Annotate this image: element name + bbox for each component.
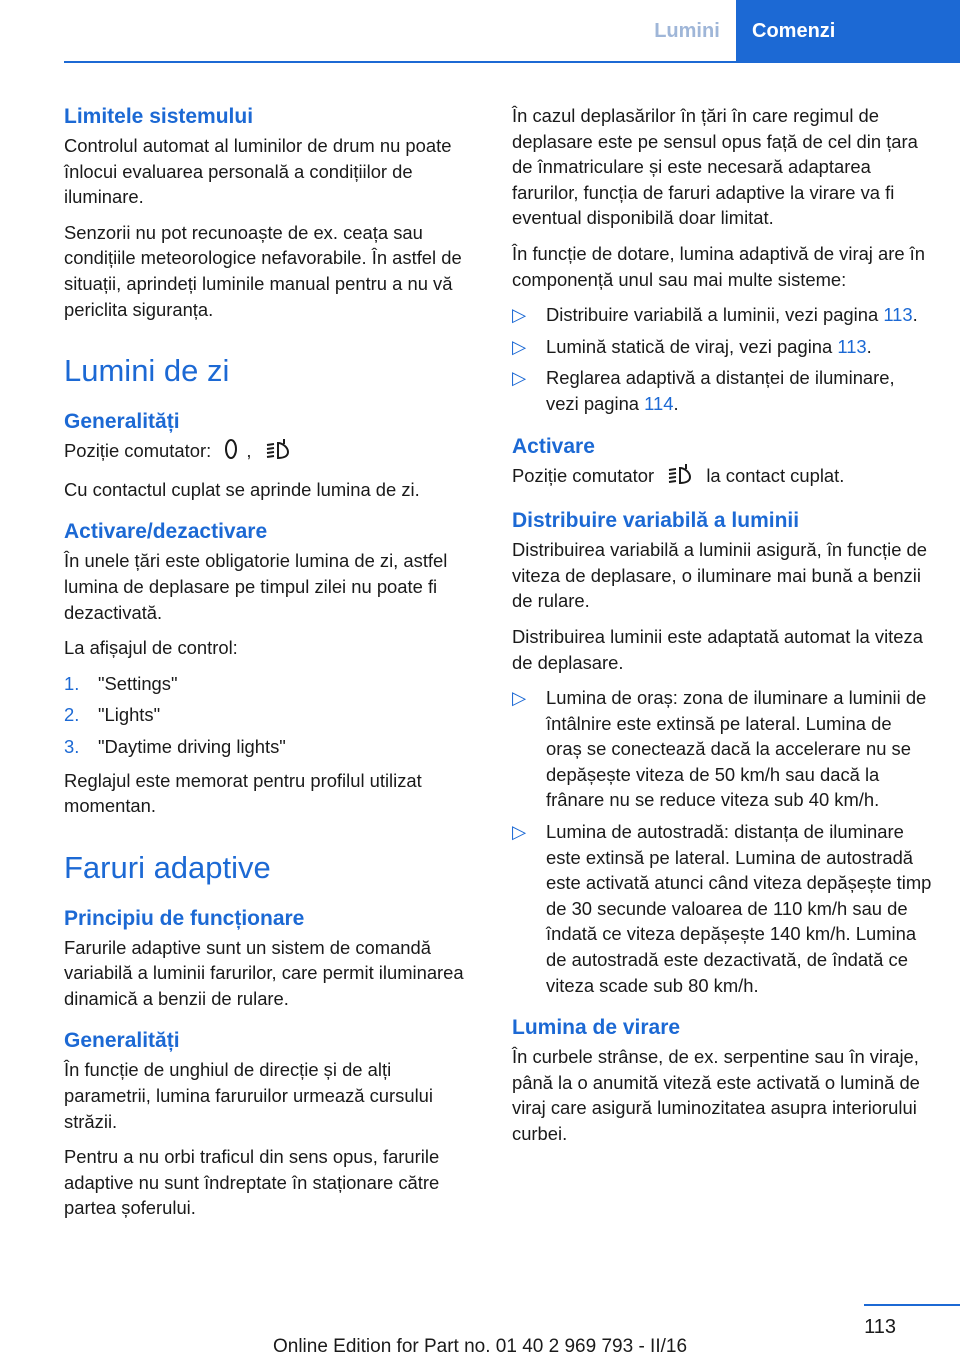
activation-suffix: la contact cuplat. (706, 464, 845, 486)
principle-heading: Principiu de funcționare (64, 906, 305, 930)
switch-separator: , (246, 440, 252, 462)
list-item (512, 334, 932, 360)
header-tabs (638, 0, 960, 62)
activation-paragraph-2: La afișajul de control: (64, 637, 238, 659)
general-2-heading: Generalități (64, 1029, 180, 1053)
activation-heading: Activare/dezactivare (64, 520, 268, 544)
distribution-paragraph-1: Distribuirea variabilă a luminii asigură, în funcție de viteza de deplasare, o iluminare mai bună a benzii de rulare. (512, 539, 928, 612)
activation-right-heading: Activare (512, 434, 595, 458)
adaptive-headlights-title: Faruri adaptive (64, 849, 271, 885)
system-text: Reglarea adaptivă a distanței de iluminare, vezi pagina (546, 367, 895, 414)
activation-paragraph-1: În unele țări este obligatorie lumina de zi, astfel lumina de deplasare pe timpul zilei nu poate fi dezactivată. (64, 550, 448, 623)
distribution-paragraph-2: Distribuirea luminii este adaptată automat la viteza de deplasare. (512, 625, 923, 673)
activation-paragraph-3: Reglajul este memorat pentru profilul utilizat momentan. (64, 769, 422, 817)
step-number: 3. (64, 735, 80, 757)
period: . (866, 335, 872, 357)
left-column (64, 103, 478, 1231)
auto-headlight-icon (265, 438, 291, 467)
mode-text: Lumina de autostradă: distanța de iluminare este extinsă pe lateral. Lumina de autostradă este activată atunci când viteza depășește timp de 30 secunde valoarea de 110 km/h sau de îndată ce viteza depășește 140 km/h. Lumina de autostradă este dezactivată, de îndată ce viteza scade sub 80 km/h. (546, 821, 932, 996)
settings-steps (64, 671, 478, 760)
footer-rule (864, 1304, 960, 1306)
step-text: "Settings" (98, 672, 178, 694)
modes-list (512, 685, 932, 998)
step-text: "Lights" (98, 704, 161, 726)
daytime-general-heading: Generalități (64, 410, 180, 434)
step-item (64, 671, 478, 697)
distribution-heading: Distribuire variabilă a luminii (512, 509, 800, 533)
list-item (512, 365, 932, 416)
period: . (912, 304, 918, 326)
limits-paragraph-1: Controlul automat al luminilor de drum nu poate înlocui evaluarea personală a condițiilor de iluminare. (64, 135, 452, 208)
systems-list (512, 302, 932, 416)
daytime-paragraph: Cu contactul cuplat se aprinde lumina de zi. (64, 478, 420, 500)
header-rule (64, 61, 960, 63)
mode-text: Lumina de oraș: zona de iluminare a luminii de întâlnire este extinsă pe lateral. Lumina de oraș se conectează dacă la accelerare nu se depășește viteza de 50 km/h sau dacă la frânare nu se reduce viteza sub 40 km/h. (546, 687, 927, 811)
tab-comenzi[interactable]: Comenzi (736, 0, 960, 62)
limits-heading: Limitele sistemului (64, 105, 254, 128)
daytime-lights-title: Lumini de zi (64, 353, 230, 389)
step-number: 1. (64, 672, 80, 694)
triangle-bullet-icon: ▷ (512, 335, 527, 357)
page-link-113[interactable]: 113 (837, 335, 867, 357)
page-link-114[interactable]: 114 (644, 392, 674, 414)
activation-switch-line (512, 463, 932, 492)
list-item (512, 685, 932, 813)
principle-paragraph: Farurile adaptive sunt un sistem de comandă variabilă a luminii farurilor, care permit iluminarea dinamică a benzii de rulare. (64, 936, 464, 1009)
general-2-paragraph-1: În funcție de unghiul de direcție și de alți parametrii, lumina faruruilor urmează cursului străzii. (64, 1059, 433, 1132)
step-item (64, 734, 478, 760)
switch-position-label: Poziție comutator: (64, 440, 212, 462)
triangle-bullet-icon: ▷ (512, 304, 527, 326)
period: . (673, 392, 679, 414)
page-link-113[interactable]: 113 (883, 304, 913, 326)
page-number: 113 (864, 1316, 896, 1338)
step-item (64, 702, 478, 728)
triangle-bullet-icon: ▷ (512, 367, 527, 389)
edition-footer: Online Edition for Part no. 01 40 2 969 793 - II/16 (272, 1336, 688, 1357)
turning-light-paragraph: În curbele strânse, de ex. serpentine sau în viraje, până la o anumită viteză este activată o lumină de viraj care asigură luminozitatea asupra interiorului curbei. (512, 1046, 920, 1144)
right-paragraph-1: În cazul deplasărilor în țări în care regimul de deplasare este pe sensul opus față de cel din țara de înmatriculare și este necesară adaptarea farurilor, funcția de faruri adaptive la virare va fi eventual disponibilă doar limitat. (512, 105, 918, 229)
step-number: 2. (64, 704, 80, 726)
system-text: Distribuire variabilă a luminii, vezi pagina (546, 304, 884, 326)
turning-light-heading: Lumina de virare (512, 1016, 681, 1040)
switch-position-zero-icon (224, 438, 238, 467)
right-paragraph-2: În funcție de dotare, lumina adaptivă de viraj are în componență unul sau mai multe sisteme: (512, 242, 926, 290)
system-text: Lumină statică de viraj, vezi pagina (546, 335, 838, 357)
limits-paragraph-2: Senzorii nu pot recunoaște de ex. ceața sau condițiile meteorologice nefavorabile. În astfel de situații, aprindeți luminile manual pentru a nu vă periclita siguranța. (64, 221, 462, 320)
list-item (512, 819, 932, 998)
tab-lumini[interactable]: Lumini (638, 0, 736, 62)
general-2-paragraph-2: Pentru a nu orbi traficul din sens opus, farurile adaptive nu sunt îndreptate în staționare către partea șoferului. (64, 1146, 440, 1219)
right-column (512, 103, 932, 1157)
triangle-bullet-icon: ▷ (512, 821, 527, 843)
daytime-switch-line (64, 438, 478, 467)
step-text: "Daytime driving lights" (98, 735, 286, 757)
auto-headlight-icon (667, 463, 693, 492)
list-item (512, 302, 932, 328)
triangle-bullet-icon: ▷ (512, 687, 527, 709)
switch-position-label: Poziție comutator (512, 464, 655, 486)
